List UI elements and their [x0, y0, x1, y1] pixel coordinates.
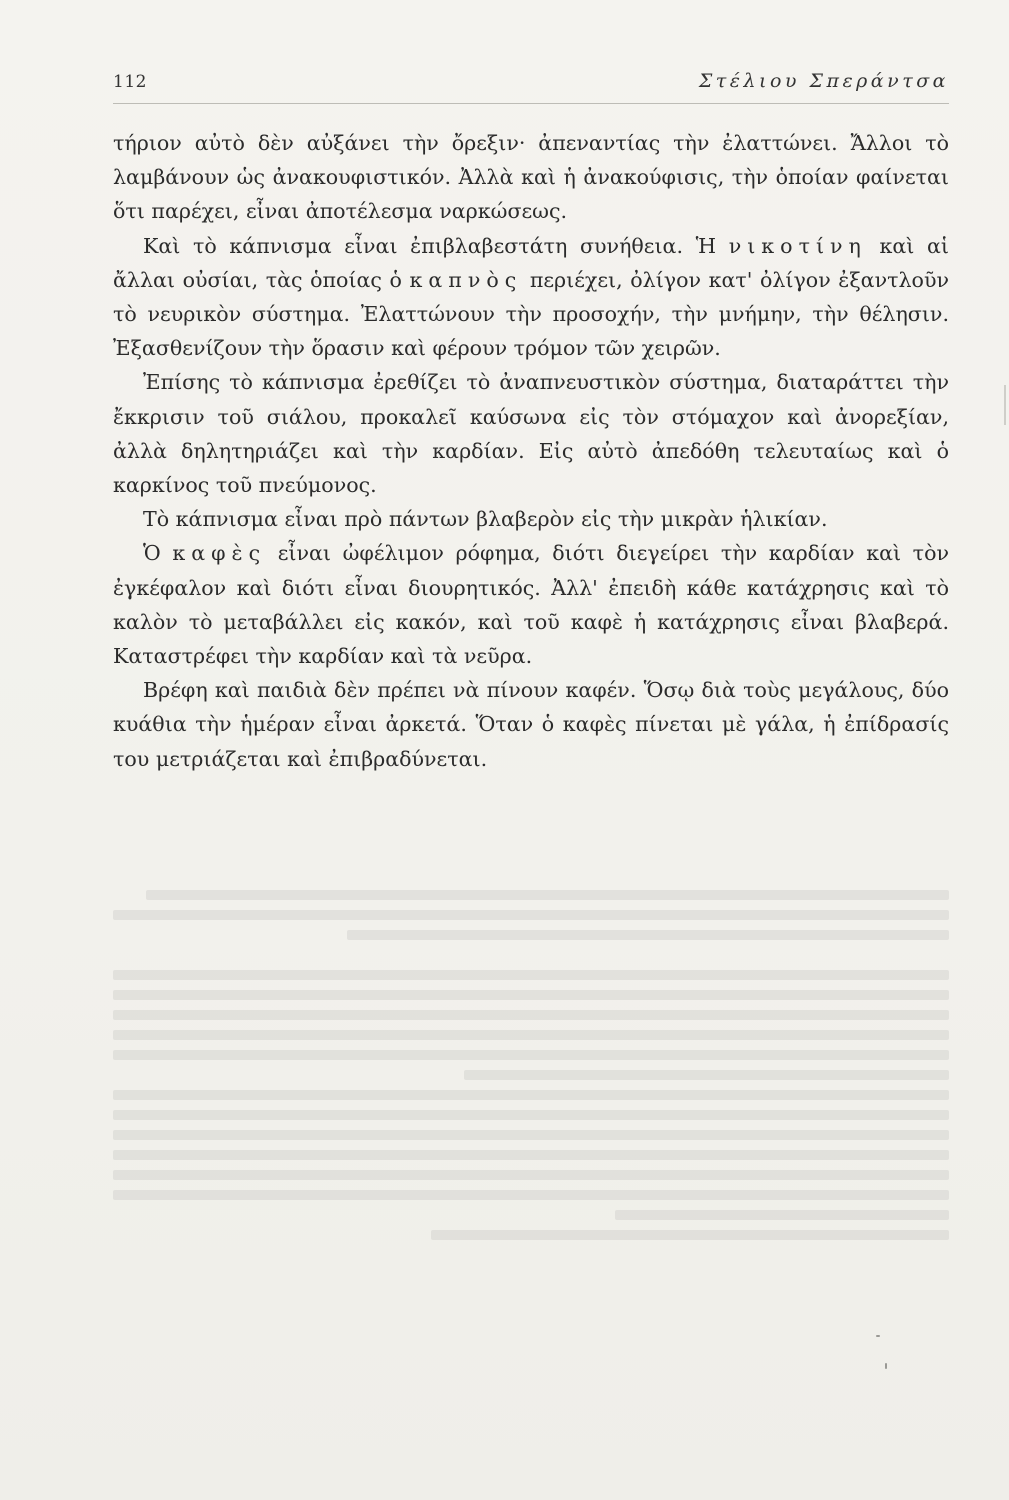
- text-segment: Καὶ τὸ κάπνισμα εἶναι ἐπιβλαβεστάτη συνήθεια. Ἡ: [143, 233, 729, 258]
- text-segment: Ὁ: [143, 541, 173, 566]
- body-text: [113, 126, 949, 776]
- paragraph: [113, 536, 949, 673]
- text-segment: Τὸ κάπνισμα εἶναι πρὸ πάντων βλαβερὸν εἰς τὴν μικρὰν ἡλικίαν.: [143, 507, 828, 532]
- paragraph: [113, 365, 949, 502]
- emphasized-term: καπνὸς: [409, 267, 523, 292]
- text-segment: καὶ αἱ ἄλλαι οὐσίαι, τὰς ὁποίας ὁ: [113, 233, 949, 292]
- text-segment: περιέχει, ὀλίγον κατ' ὀλίγον ἐξαντλοῦν τὸ νευρικὸν σύστημα. Ἐλαττώνουν τὴν προσοχήν, τὴν μνήμην, τὴν θέλησιν. Ἐξασθενίζουν τὴν ὅρασιν καὶ φέρουν τρόμον τῶν χειρῶν.: [113, 267, 949, 361]
- bleed-through-texture: [113, 880, 949, 1240]
- header-rule: [113, 103, 949, 104]
- page-edge-mark: [1004, 385, 1006, 425]
- page-header: [113, 68, 949, 108]
- text-segment: εἶναι ὠφέλιμον ρόφημα, διότι διεγείρει τὴν καρδίαν καὶ τὸν ἐγκέφαλον καὶ διότι εἶναι διουρητικός. Ἀλλ' ἐπειδὴ κάθε κατάχρησις καὶ τὸ καλὸν τὸ μεταβάλλει εἰς κακόν, καὶ τοῦ καφὲ ἡ κατάχρησις εἶναι βλαβερά. Καταστρέφει τὴν καρδίαν καὶ τὰ νεῦρα.: [113, 541, 949, 669]
- running-head: Στέλιου Σπεράντσα: [698, 70, 949, 92]
- emphasized-term: νικοτίνη: [728, 233, 867, 258]
- paragraph: [113, 229, 949, 366]
- paragraph: [113, 673, 949, 776]
- paragraph: [113, 126, 949, 229]
- text-segment: Βρέφη καὶ παιδιὰ δὲν πρέπει νὰ πίνουν καφέν. Ὅσῳ διὰ τοὺς μεγάλους, δύο κυάθια τὴν ἡμέραν εἶναι ἀρκετά. Ὅταν ὁ καφὲς πίνεται μὲ γάλα, ἡ ἐπίδρασίς του μετριάζεται καὶ ἐπιβραδύνεται.: [113, 678, 949, 771]
- emphasized-term: καφὲς: [172, 541, 267, 566]
- text-segment: Ἐπίσης τὸ κάπνισμα ἐρεθίζει τὸ ἀναπνευστικὸν σύστημα, διαταράττει τὴν ἔκκρισιν τοῦ σιάλου, προκαλεῖ καύσωνα εἰς τὸν στόμαχον καὶ ἀνορεξίαν, ἀλλὰ δηλητηριάζει καὶ τὴν καρδίαν. Εἰς αὐτὸ ἀπεδόθη τελευταίως καὶ ὁ καρκίνος τοῦ πνεύμονος.: [113, 370, 949, 498]
- paper-speck: [876, 1335, 880, 1337]
- page-number: 112: [113, 72, 147, 92]
- text-segment: τήριον αὐτὸ δὲν αὐξάνει τὴν ὄρεξιν· ἀπεναντίας τὴν ἐλαττώνει. Ἄλλοι τὸ λαμβάνουν ὡς ἀνακουφιστικόν. Ἀλλὰ καὶ ἡ ἀνακούφισις, τὴν ὁποίαν φαίνεται ὅτι παρέχει, εἶναι ἀποτέλεσμα ναρκώσεως.: [113, 131, 949, 224]
- paper-speck: [885, 1363, 887, 1369]
- paragraph: [113, 502, 949, 536]
